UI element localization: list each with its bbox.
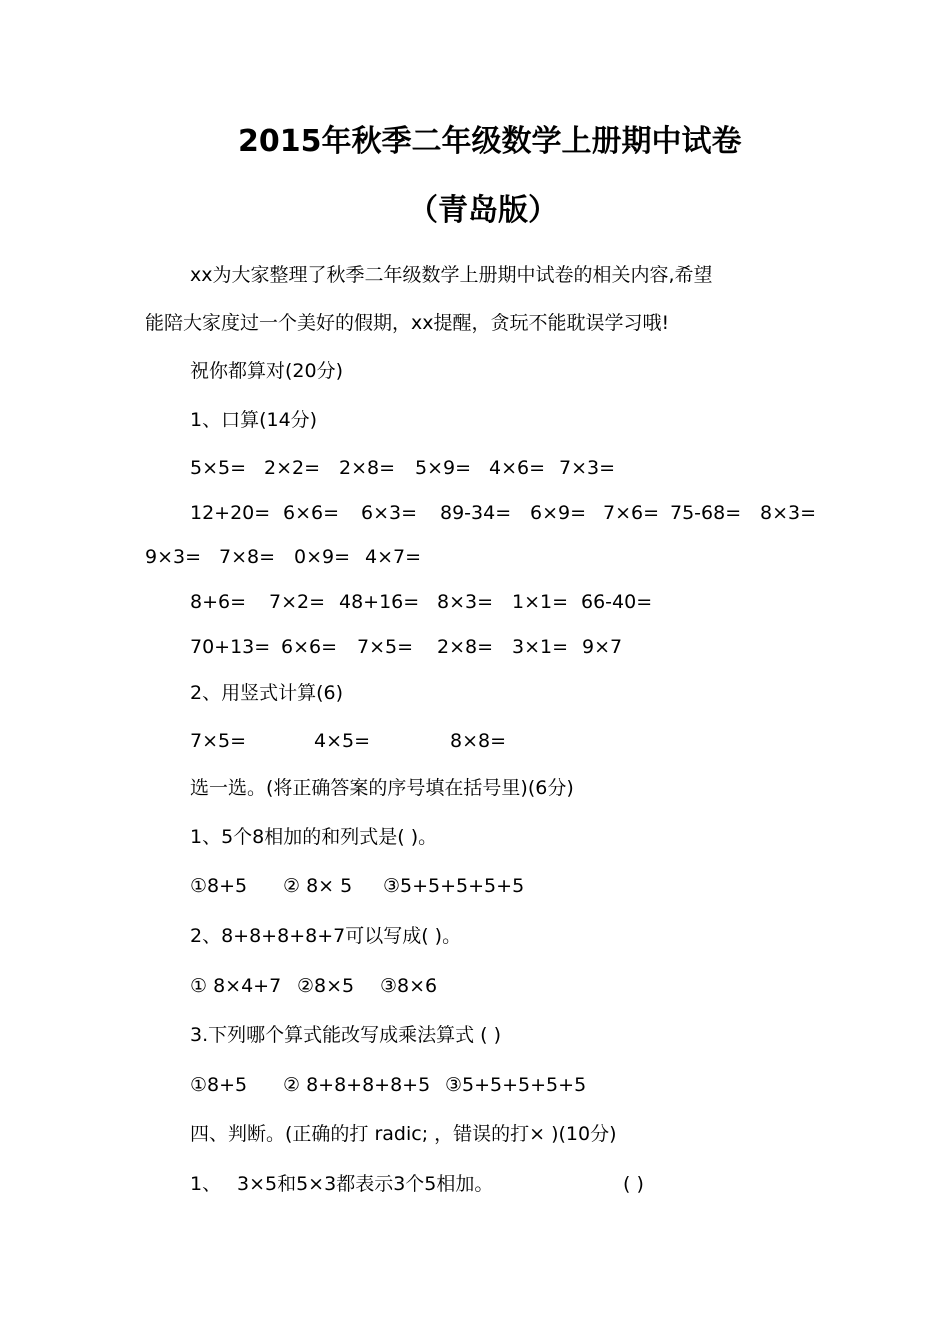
choice-option: ②8×5	[297, 975, 355, 997]
equation: 6×9=	[530, 502, 587, 524]
equation: 7×2=	[269, 591, 326, 613]
section1-heading: 祝你都算对(20分)	[190, 360, 344, 382]
question-number: 1、	[190, 1173, 222, 1195]
equation: 89-34=	[440, 502, 512, 524]
oral-calc-heading: 1、口算(14分)	[190, 409, 318, 431]
equation: 7×6=	[603, 502, 660, 524]
equation: 8×3=	[437, 591, 494, 613]
equation: 4×7=	[365, 546, 422, 568]
equation: 2×2=	[264, 457, 321, 479]
equation: 66-40=	[581, 591, 653, 613]
equation: 4×5=	[314, 730, 371, 752]
equation: 3×1=	[512, 636, 569, 658]
intro-line-1: xx为大家整理了秋季二年级数学上册期中试卷的相关内容,希望	[190, 264, 713, 286]
equation: 7×5=	[190, 730, 247, 752]
equation: 48+16=	[339, 591, 420, 613]
equation: 6×3=	[361, 502, 418, 524]
equation: 4×6=	[489, 457, 546, 479]
equation: 2×8=	[437, 636, 494, 658]
equation: 70+13=	[190, 636, 271, 658]
choice-option: ② 8+8+8+8+5	[283, 1074, 431, 1096]
equation: 5×9=	[415, 457, 472, 479]
choice-question-3: 3.下列哪个算式能改写成乘法算式 ( )	[190, 1024, 502, 1046]
equation: 0×9=	[294, 546, 351, 568]
choice-option: ①8+5	[190, 1074, 248, 1096]
intro-line-2: 能陪大家度过一个美好的假期，xx提醒，贪玩不能耽误学习哦!	[145, 312, 670, 334]
choice-option: ② 8× 5	[283, 875, 353, 897]
choice-option: ③5+5+5+5+5	[445, 1074, 587, 1096]
choice-option: ① 8×4+7	[190, 975, 282, 997]
equation: 2×8=	[339, 457, 396, 479]
equation: 6×6=	[283, 502, 340, 524]
equation: 8+6=	[190, 591, 247, 613]
section2-heading: 选一选。(将正确答案的序号填在括号里)(6分)	[190, 777, 574, 799]
answer-bracket: ( )	[623, 1173, 644, 1195]
equation: 5×5=	[190, 457, 247, 479]
doc-subtitle: （青岛版）	[408, 193, 558, 228]
equation: 9×3=	[145, 546, 202, 568]
choice-option: ③8×6	[380, 975, 438, 997]
equation: 6×6=	[281, 636, 338, 658]
equation: 8×3=	[760, 502, 817, 524]
equation: 7×5=	[357, 636, 414, 658]
question-text: 3×5和5×3都表示3个5相加。	[237, 1173, 494, 1195]
section4-heading: 四、判断。(正确的打 radic; ，错误的打× )(10分)	[190, 1123, 617, 1145]
equation: 75-68=	[670, 502, 742, 524]
choice-question-2: 2、8+8+8+8+7可以写成( )。	[190, 925, 462, 947]
choice-question-1: 1、5个8相加的和列式是( )。	[190, 826, 438, 848]
vertical-calc-heading: 2、用竖式计算(6)	[190, 682, 344, 704]
equation: 7×3=	[559, 457, 616, 479]
equation: 1×1=	[512, 591, 569, 613]
equation: 8×8=	[450, 730, 507, 752]
equation: 7×8=	[219, 546, 276, 568]
equation: 12+20=	[190, 502, 271, 524]
doc-title: 2015年秋季二年级数学上册期中试卷	[238, 124, 742, 159]
choice-option: ③5+5+5+5+5	[383, 875, 525, 897]
equation: 9×7	[582, 636, 623, 658]
choice-option: ①8+5	[190, 875, 248, 897]
